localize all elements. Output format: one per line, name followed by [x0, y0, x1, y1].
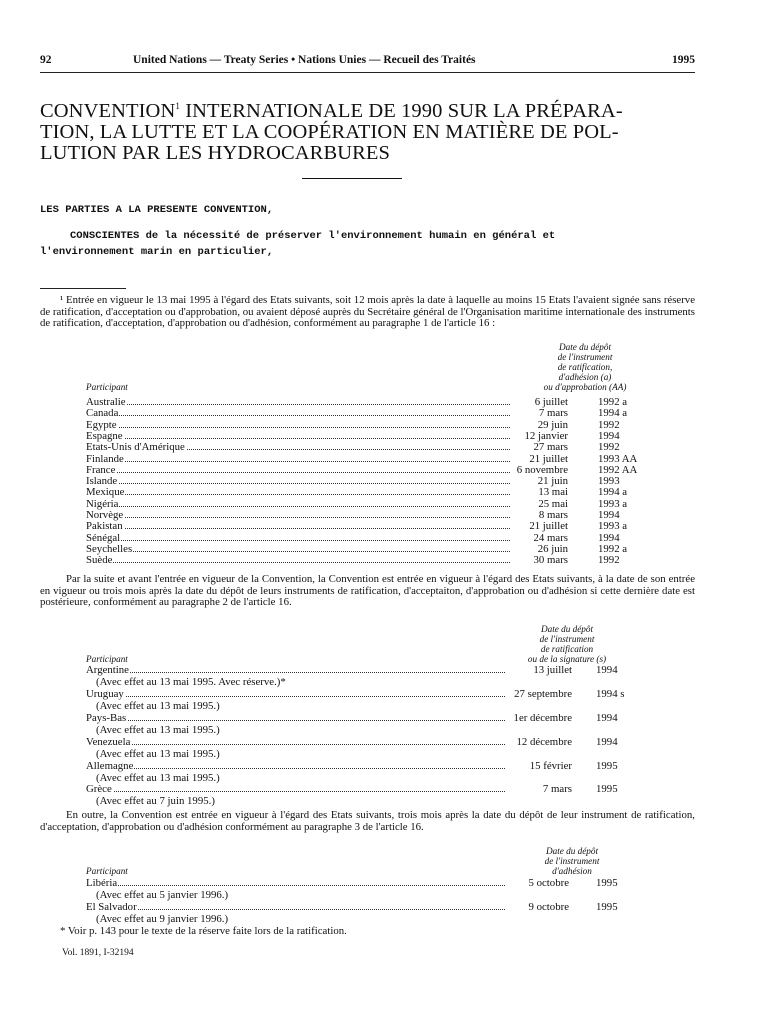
dot-leader	[86, 438, 510, 439]
deposit-year: 1994	[598, 509, 620, 521]
dot-leader	[86, 494, 510, 495]
title-line-2: TION, LA LUTTE ET LA COOPÉRATION EN MATIÈRE DE POL-	[40, 121, 619, 143]
parties-heading: LES PARTIES A LA PRESENTE CONVENTION,	[40, 204, 274, 216]
deposit-date: 29 juin	[537, 418, 568, 431]
deposit-year: 1995	[596, 760, 618, 772]
deposit-date: 24 mars	[533, 531, 568, 544]
table3-date-header: Date du dépôt de l'instrument d'adhésion	[544, 846, 600, 876]
deposit-year: 1995	[596, 901, 618, 913]
effect-note: (Avec effet au 13 mai 1995.)	[96, 724, 220, 736]
page-header	[40, 54, 695, 72]
effect-note: (Avec effet au 13 mai 1995.)	[96, 700, 220, 712]
title-line-1a: CONVENTION	[40, 100, 176, 122]
table-row	[86, 476, 668, 487]
table-row	[86, 784, 666, 795]
asterisk-note: * Voir p. 143 pour le texte de la réserve faite lors de la ratification.	[60, 925, 347, 937]
deposit-year: 1994	[598, 429, 620, 442]
table-row	[86, 689, 666, 700]
deposit-date: 7 mars	[542, 783, 572, 795]
participant-name: Sénégal	[86, 531, 121, 544]
deposit-year: 1994 a	[598, 486, 628, 499]
paragraph-2: Par la suite et avant l'entrée en vigueur de la Convention, la Convention est entrée en vigueur à l'égard des Etats suivants, à la date de son entrée en vigueur ou trois mois après la date du dépôt de leurs instruments de ratification, d'acceptaiton, d'approbation ou d'adhésion si cette dernière date est postérieure, conformément au paragraphe 2 de l'article 16.	[40, 573, 695, 609]
dot-leader	[86, 744, 505, 745]
dot-leader	[86, 506, 510, 507]
deposit-date: 25 mai	[538, 497, 568, 510]
effect-note: (Avec effet au 13 mai 1995.)	[96, 772, 220, 784]
dot-leader	[86, 768, 505, 769]
participant-name: Uruguay	[86, 688, 124, 700]
dot-leader	[86, 562, 510, 563]
footer-volume: Vol. 1891, I-32194	[62, 948, 134, 958]
table-row	[86, 737, 666, 748]
effect-note: (Avec effet au 9 janvier 1996.)	[96, 913, 229, 925]
dot-leader	[86, 415, 510, 416]
participant-name: Venezuela	[86, 736, 131, 748]
table-row	[86, 499, 668, 510]
deposit-date: 30 mars	[533, 554, 568, 567]
header-rule	[40, 72, 695, 73]
footnote-rule	[40, 288, 126, 289]
table-row	[86, 510, 668, 521]
deposit-date: 12 décembre	[516, 736, 572, 748]
dot-leader	[86, 472, 510, 473]
deposit-date: 21 juin	[537, 475, 568, 488]
dot-leader	[86, 483, 510, 484]
deposit-year: 1994 s	[596, 688, 625, 700]
participant-name: Australie	[86, 396, 126, 408]
deposit-year: 1992	[598, 418, 620, 431]
deposit-date: 27 mars	[533, 441, 568, 454]
dot-leader	[86, 720, 505, 721]
participant-name: Canada	[86, 407, 119, 420]
title-footnote-mark: 1	[175, 101, 180, 111]
effect-note: (Avec effet au 7 juin 1995.)	[96, 795, 215, 807]
table-row	[86, 878, 666, 889]
effect-note: (Avec effet au 13 mai 1995.)	[96, 748, 220, 760]
effect-note: (Avec effet au 13 mai 1995. Avec réserve.)*	[96, 676, 286, 688]
table-row	[86, 713, 666, 724]
table-row	[86, 397, 668, 408]
deposit-year: 1994 a	[598, 407, 628, 420]
footnote-intro: ¹ Entrée en vigueur le 13 mai 1995 à l'égard des Etats suivants, soit 12 mois après la date à laquelle au moins 15 Etats l'avaient signée sans réserve de ratification, d'acceptation ou d'approbation, ou avaient déposé auprès du Secrétaire général de l'Organisation maritime internationale des instruments de ratification, d'acceptation, d'approbation ou d'adhésion, conformément au paragraphe 1 de l'article 16 :	[40, 294, 695, 330]
dot-leader	[86, 528, 510, 529]
page-number: 92	[40, 54, 52, 66]
deposit-date: 8 mars	[538, 509, 568, 521]
deposit-year: 1994	[596, 736, 618, 748]
participant-name: Libéria	[86, 877, 118, 889]
dot-leader	[86, 540, 510, 541]
table-row	[86, 555, 668, 566]
dot-leader	[86, 909, 505, 910]
dot-leader	[86, 791, 505, 792]
title-line-3: LUTION PAR LES HYDROCARBURES	[40, 142, 391, 164]
deposit-date: 21 juillet	[529, 520, 568, 533]
deposit-year: 1994	[596, 712, 618, 724]
participant-name: Mexique	[86, 486, 125, 499]
participant-name: Finlande	[86, 452, 124, 465]
title-rule	[302, 178, 402, 179]
table-row	[86, 761, 666, 772]
table-row	[86, 420, 668, 431]
deposit-year: 1992 AA	[598, 463, 638, 476]
effect-note: (Avec effet au 5 janvier 1996.)	[96, 889, 229, 901]
participant-name: Espagne	[86, 429, 123, 442]
deposit-date: 12 janvier	[524, 429, 568, 442]
participant-name: Argentine	[86, 664, 129, 676]
deposit-year: 1994	[596, 664, 618, 676]
table-row	[86, 665, 666, 676]
deposit-year: 1995	[596, 877, 618, 889]
deposit-date: 15 février	[529, 760, 572, 772]
deposit-date: 6 novembre	[516, 463, 568, 476]
dot-leader	[86, 517, 510, 518]
deposit-year: 1992	[598, 554, 620, 567]
participant-name: France	[86, 463, 116, 476]
table-row	[86, 408, 668, 419]
deposit-year: 1993 a	[598, 497, 628, 510]
dot-leader	[86, 461, 510, 462]
deposit-date: 9 octobre	[528, 901, 569, 913]
deposit-date: 26 juin	[537, 542, 568, 555]
participant-name: Allemagne	[86, 760, 134, 772]
participant-name: Pakistan	[86, 520, 123, 533]
document-title	[40, 96, 700, 164]
participant-name: Suède	[86, 554, 113, 567]
participant-name: Nigéria	[86, 497, 119, 510]
deposit-date: 27 septembre	[514, 688, 572, 700]
table-row	[86, 521, 668, 532]
deposit-date: 21 juillet	[529, 452, 568, 465]
deposit-date: 6 juillet	[534, 396, 568, 408]
dot-leader	[86, 427, 510, 428]
participant-name: Norvège	[86, 509, 124, 521]
deposit-year: 1992	[598, 441, 620, 454]
table-row	[86, 544, 668, 555]
deposit-year: 1993	[598, 475, 620, 488]
deposit-year: 1993 AA	[598, 452, 638, 465]
deposit-year: 1992 a	[598, 396, 628, 408]
deposit-date: 5 octobre	[528, 877, 569, 889]
table1-participant-header: Participant	[86, 382, 128, 392]
table3-participant-header: Participant	[86, 866, 128, 876]
table2-participant-header: Participant	[86, 654, 128, 664]
table2-date-header: Date du dépôt de l'instrument de ratification ou de la signature (s)	[527, 624, 607, 664]
participant-name: Pays-Bas	[86, 712, 127, 724]
table-row	[86, 902, 666, 913]
dot-leader	[86, 551, 510, 552]
header-year: 1995	[672, 54, 695, 66]
dot-leader	[86, 672, 505, 673]
participant-name: Seychelles	[86, 542, 133, 555]
table-row	[86, 465, 668, 476]
paragraph-3: En outre, la Convention est entrée en vigueur à l'égard des Etats suivants, trois mois après la date du dépôt de leur instrument de ratification, d'acceptation, d'approbation ou d'adhésion conformément au paragraphe 3 de l'article 16.	[40, 809, 695, 833]
dot-leader	[86, 696, 505, 697]
table-row	[86, 487, 668, 498]
participant-name: Islande	[86, 475, 118, 488]
deposit-year: 1992 a	[598, 542, 628, 555]
table-row	[86, 454, 668, 465]
deposit-date: 13 mai	[538, 486, 568, 499]
running-title: United Nations — Treaty Series • Nations Unies — Recueil des Traités	[133, 54, 476, 66]
dot-leader	[86, 885, 505, 886]
participant-name: Egypte	[86, 418, 117, 431]
deposit-date: 7 mars	[538, 407, 568, 420]
table-row	[86, 533, 668, 544]
conscientes-paragraph: CONSCIENTES de la nécessité de préserver l'environnement humain en général et l'environnement marin en particulier,	[40, 230, 556, 258]
table-row	[86, 442, 668, 453]
title-line-1b: INTERNATIONALE DE 1990 SUR LA PRÉPARA-	[179, 100, 623, 122]
participant-name: Etats-Unis d'Amérique	[86, 441, 185, 454]
deposit-date: 1er décembre	[513, 712, 572, 724]
dot-leader	[86, 404, 510, 405]
participant-name: El Salvador	[86, 901, 137, 913]
deposit-year: 1994	[598, 531, 620, 544]
deposit-year: 1995	[596, 783, 618, 795]
deposit-year: 1993 a	[598, 520, 628, 533]
deposit-date: 13 juillet	[533, 664, 572, 676]
participant-name: Grèce	[86, 783, 112, 795]
table1-date-header: Date du dépôt de l'instrument de ratification, d'adhésion (a) ou d'approbation (AA)	[543, 342, 627, 392]
